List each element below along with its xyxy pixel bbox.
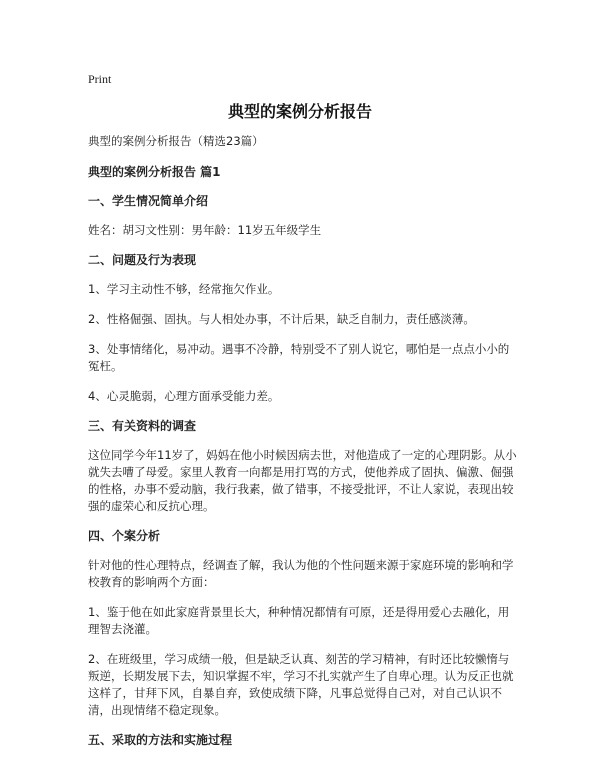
page-title: 典型的案例分析报告 — [227, 102, 372, 121]
section-2-paragraph-1: 1、学习主动性不够，经常拖欠作业。 — [88, 282, 280, 296]
section-heading-4: 四、个案分析 — [88, 529, 161, 543]
section-4-paragraph-2: 1、鉴于他在如此家庭背景里长大，种种情况都情有可原，还是得用爱心去融化，用理智去浇灌。 — [88, 605, 510, 636]
section-2-paragraph-2: 2、性格倔强、固执。与人相处办事，不计后果，缺乏自制力，责任感淡薄。 — [88, 312, 475, 326]
section-heading-1: 一、学生情况简单介绍 — [88, 194, 209, 208]
section-2-paragraph-3: 3、处事情绪化，易冲动。遇事不冷静，特别受不了别人说它，哪怕是一点点小小的冤枉。 — [88, 342, 510, 373]
section-3-paragraph-1: 这位同学今年11岁了，妈妈在他小时候因病去世，对他造成了一定的心理阴影。从小就失去嘈了母爱。家里人教育一向都是用打骂的方式，使他养成了固执、偏激、倔强的性格，办事不爱动脑，我行我素，做了错事，不接受批评，不让人家说，表现出较强的虚荣心和反抗心理。 — [88, 448, 517, 513]
print-link[interactable]: Print — [88, 72, 112, 86]
article-title: 典型的案例分析报告 篇1 — [88, 165, 221, 179]
article-body — [88, 133, 518, 761]
section-4-paragraph-1: 针对他的性心理特点，经调查了解，我认为他的个性问题来源于家庭环境的影响和学校教育的影响两个方面： — [88, 558, 514, 589]
section-4-paragraph-3: 2、在班级里，学习成绩一般，但是缺乏认真、刻苦的学习精神，有时还比较懒惰与叛逆，长期发展下去，知识掌握不牢，学习不扎实就产生了自卑心理。认为反正也就这样了，甘拜下风，自暴自弃，致使成绩下降，凡事总觉得自己对，对自己认识不清，出现情绪不稳定现象。 — [88, 652, 514, 717]
section-1-paragraph-1: 姓名：胡习文性别：男年龄：11岁五年级学生 — [88, 223, 322, 237]
section-2-paragraph-4: 4、心灵脆弱，心理方面承受能力差。 — [88, 389, 280, 403]
section-heading-5: 五、采取的方法和实施过程 — [88, 733, 233, 747]
section-heading-3: 三、有关资料的调查 — [88, 419, 197, 433]
document-subtitle: 典型的案例分析报告（精选23篇） — [88, 134, 264, 148]
section-heading-2: 二、问题及行为表现 — [88, 253, 197, 267]
